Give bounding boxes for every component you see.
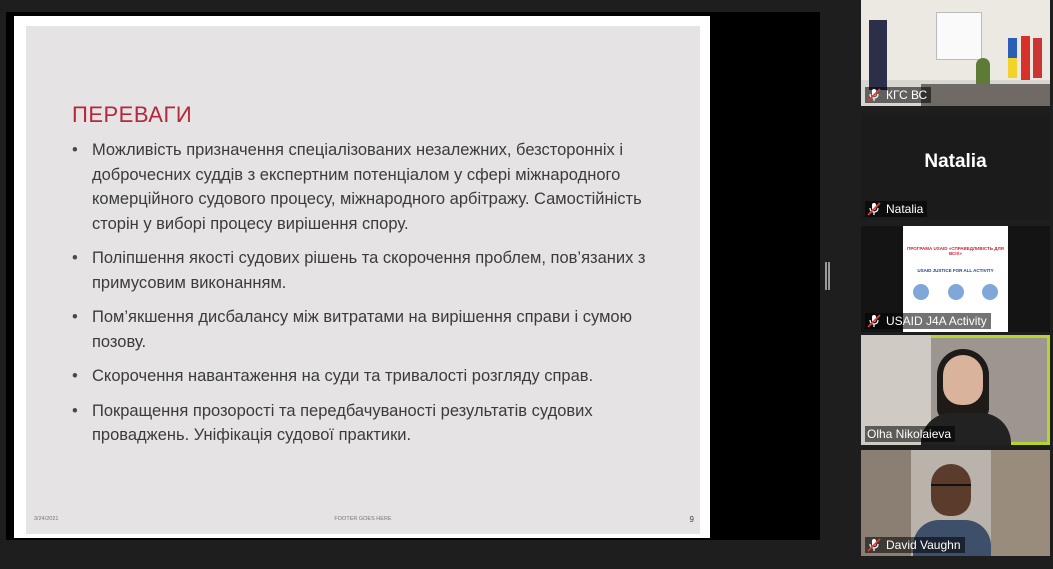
bullet-icon: •: [72, 249, 78, 267]
participant-name-tag: [865, 537, 965, 553]
video-person-face: [943, 355, 983, 405]
participant-name: USAID J4A Activity: [886, 314, 987, 328]
participant-name: Natalia: [886, 202, 924, 216]
video-background: [991, 450, 1050, 556]
participant-display-name: Natalia: [924, 151, 987, 172]
participant-name: КГС ВС: [886, 88, 928, 102]
flag-icon: [1008, 38, 1017, 58]
participant-tile-kgs-vs[interactable]: [861, 0, 1050, 106]
slide-page-number: 9: [689, 515, 694, 524]
slide-footer-text: FOOTER GOES HERE: [334, 516, 392, 522]
bullet-item: • Можливість призначення спеціалізованих незалежних, безсторонніх і доброчесних суддів з експертним потенціалом у сфері міжнародного комерційного судового процесу, міжнародного арбітражу. Самостійність сторін у виборі процесу вирішення спору.: [70, 138, 670, 236]
panel-resize-handle[interactable]: [825, 262, 830, 290]
slide-bullet-list: [70, 138, 670, 458]
participant-name-tag: [865, 313, 991, 329]
participant-name: Olha Nikolaieva: [867, 427, 952, 441]
bullet-item: • Покращення прозорості та передбачуваності результатів судових проваджень. Уніфікація судової практики.: [70, 399, 670, 448]
usaid-card-subtitle: USAID JUSTICE FOR ALL ACTIVITY: [917, 268, 994, 273]
participant-name-tag: [865, 426, 955, 442]
bullet-icon: •: [72, 141, 78, 159]
people-icon: [948, 284, 964, 300]
presentation-slide: [26, 26, 700, 534]
slide-footer: [26, 516, 700, 528]
mic-off-icon: [867, 314, 881, 328]
participant-tile-natalia[interactable]: [861, 113, 1050, 220]
bullet-icon: •: [72, 367, 78, 385]
bullet-icon: •: [72, 401, 78, 420]
usaid-card-icons: [913, 284, 998, 300]
slide-title: ПЕРЕВАГИ: [72, 102, 193, 127]
video-curtain: [869, 20, 887, 90]
mic-off-icon: [867, 202, 881, 216]
video-plant: [976, 58, 990, 86]
slide-date: 3/24/2021: [34, 516, 59, 522]
bullet-item: • Пом’якшення дисбалансу між витратами на вирішення справи і сумою позову.: [70, 305, 670, 354]
glasses-icon: [931, 484, 971, 492]
bullet-item: • Поліпшення якості судових рішень та скорочення проблем, пов’язаних з примусовим виконанням.: [70, 246, 670, 295]
flag-icon: [1033, 38, 1042, 78]
participant-name: David Vaughn: [886, 538, 961, 552]
usaid-card-title: ПРОГРАМА USAID «СПРАВЕДЛИВІСТЬ ДЛЯ ВСІХ»: [907, 246, 1004, 256]
participant-tile-david[interactable]: [861, 450, 1050, 556]
video-projection-screen: [936, 12, 982, 60]
mic-off-icon: [867, 538, 881, 552]
globe-icon: [982, 284, 998, 300]
participant-name-tag: [865, 201, 927, 217]
participant-name-tag: [865, 87, 931, 103]
participant-tile-usaid[interactable]: [861, 226, 1050, 332]
bullet-item: • Скорочення навантаження на суди та тривалості розгляду справ.: [70, 364, 670, 389]
flag-icon: [1021, 36, 1030, 80]
globe-icon: [913, 284, 929, 300]
slide-frame: [14, 16, 710, 538]
participant-tile-olha[interactable]: [861, 335, 1050, 445]
video-audience: [921, 84, 1050, 106]
shared-screen: [6, 12, 820, 540]
bullet-icon: •: [72, 308, 78, 326]
mic-off-icon: [867, 88, 881, 102]
